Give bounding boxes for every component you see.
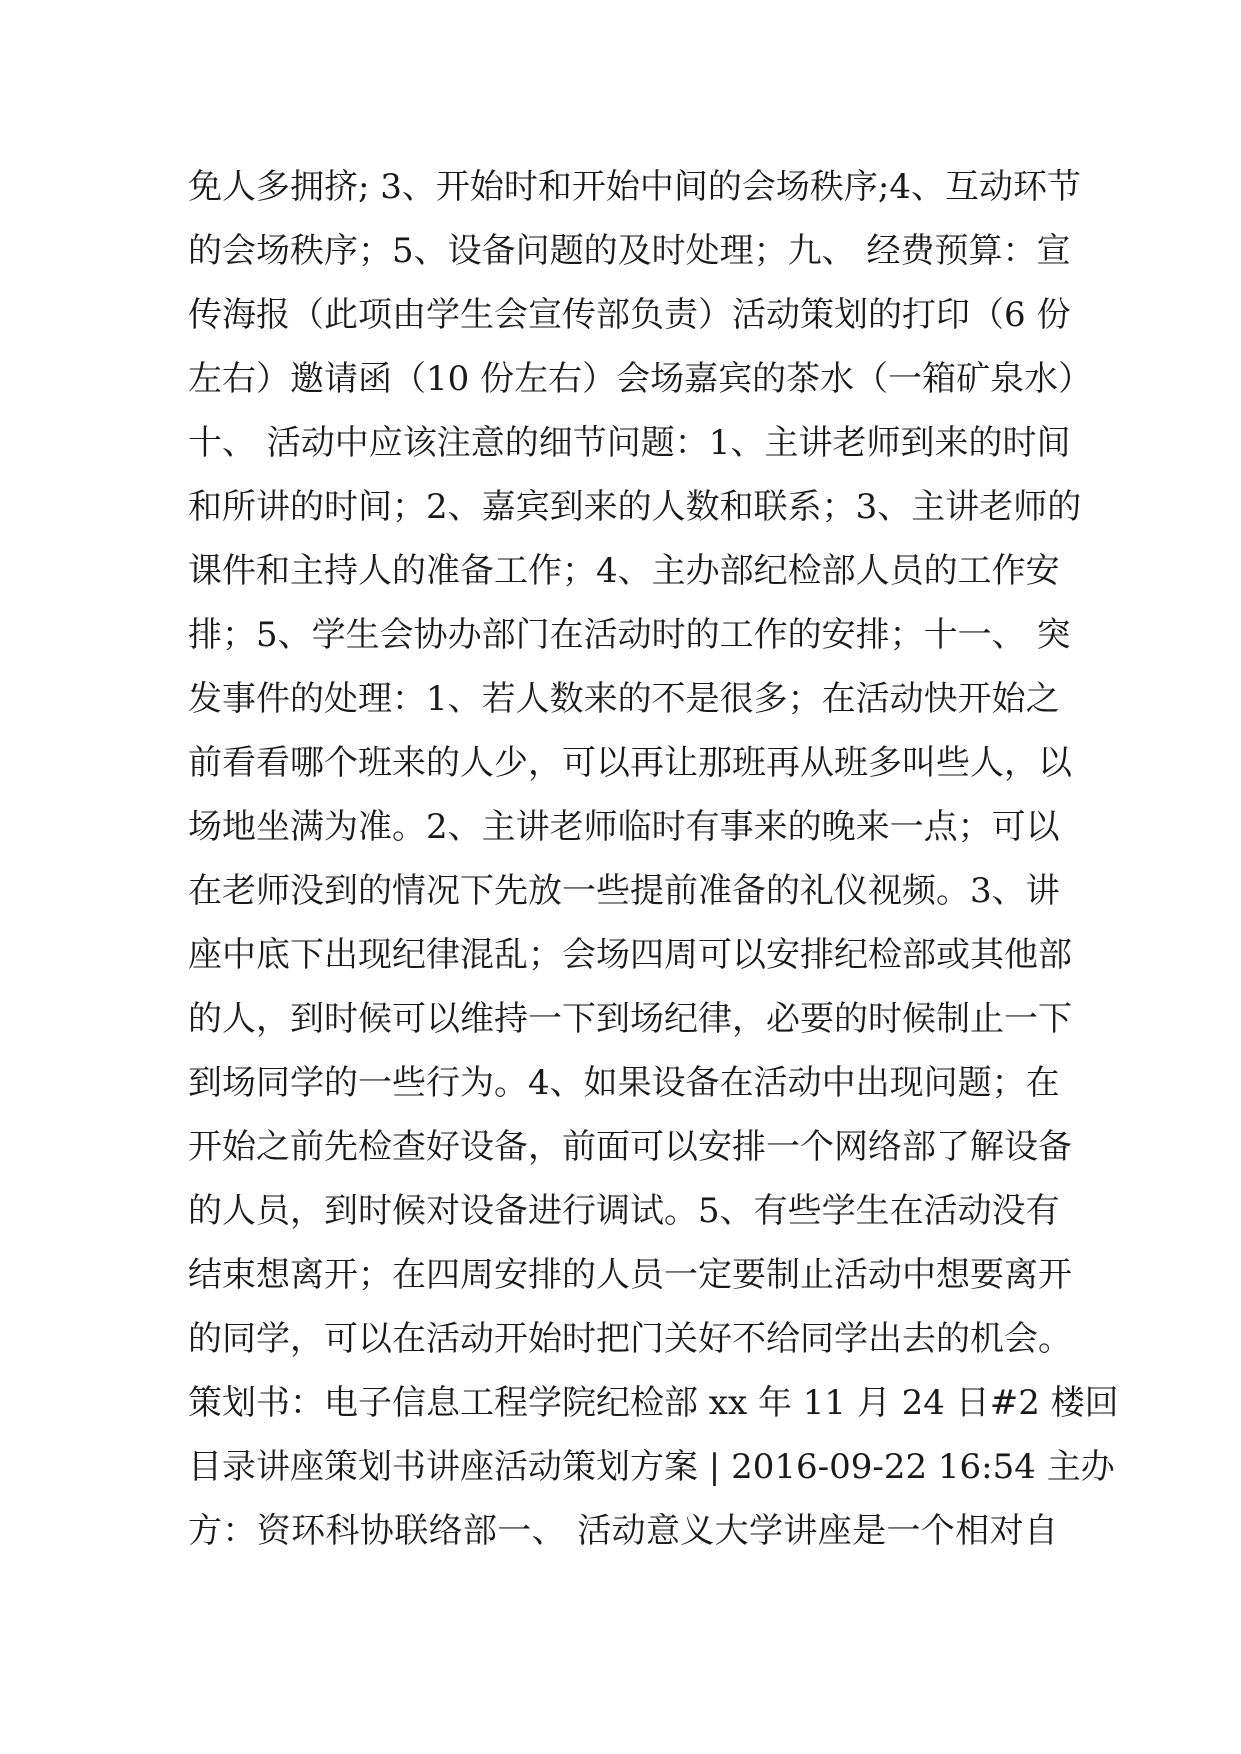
- text-line-3: 传海报（此项由学生会宣传部负责）活动策划的打印（6 份: [188, 295, 1071, 335]
- text-line-20: 策划书：电子信息工程学院纪检部 xx 年 11 月 24 日#2 楼回: [188, 1383, 1119, 1423]
- text-line-15: 到场同学的一些行为。4、如果设备在活动中出现问题；在: [188, 1063, 1060, 1103]
- text-line-17: 的人员，到时候对设备进行调试。5、有些学生在活动没有: [188, 1191, 1060, 1231]
- text-line-11: 场地坐满为准。2、主讲老师临时有事来的晚来一点；可以: [188, 807, 1060, 847]
- text-line-5: 十、 活动中应该注意的细节问题：1、主讲老师到来的时间: [188, 423, 1071, 463]
- text-line-9: 发事件的处理：1、若人数来的不是很多；在活动快开始之: [188, 679, 1060, 719]
- text-line-19: 的同学，可以在活动开始时把门关好不给同学出去的机会。: [188, 1319, 1072, 1359]
- text-line-6: 和所讲的时间；2、嘉宾到来的人数和联系；3、主讲老师的: [188, 487, 1082, 527]
- text-line-16: 开始之前先检查好设备，前面可以安排一个网络部了解设备: [188, 1127, 1072, 1167]
- text-line-18: 结束想离开；在四周安排的人员一定要制止活动中想要离开: [188, 1255, 1072, 1295]
- text-line-1: 免人多拥挤; 3、开始时和开始中间的会场秩序;4、互动环节: [188, 167, 1081, 207]
- body-text: [188, 155, 1119, 1563]
- text-line-21: 目录讲座策划书讲座活动策划方案 | 2016-09-22 16:54 主办: [188, 1447, 1115, 1487]
- text-line-14: 的人，到时候可以维持一下到场纪律，必要的时候制止一下: [188, 999, 1072, 1039]
- text-line-10: 前看看哪个班来的人少，可以再让那班再从班多叫些人，以: [188, 743, 1072, 783]
- text-line-22: 方：资环科协联络部一、 活动意义大学讲座是一个相对自: [188, 1511, 1058, 1551]
- text-line-7: 课件和主持人的准备工作；4、主办部纪检部人员的工作安: [188, 551, 1060, 591]
- text-line-8: 排；5、学生会协办部门在活动时的工作的安排；十一、 突: [188, 615, 1071, 655]
- text-line-13: 座中底下出现纪律混乱；会场四周可以安排纪检部或其他部: [188, 935, 1072, 975]
- text-line-12: 在老师没到的情况下先放一些提前准备的礼仪视频。3、讲: [188, 871, 1060, 911]
- text-line-4: 左右）邀请函（10 份左右）会场嘉宾的茶水（一箱矿泉水）: [188, 359, 1093, 399]
- text-line-2: 的会场秩序；5、设备问题的及时处理；九、 经费预算：宣: [188, 231, 1071, 271]
